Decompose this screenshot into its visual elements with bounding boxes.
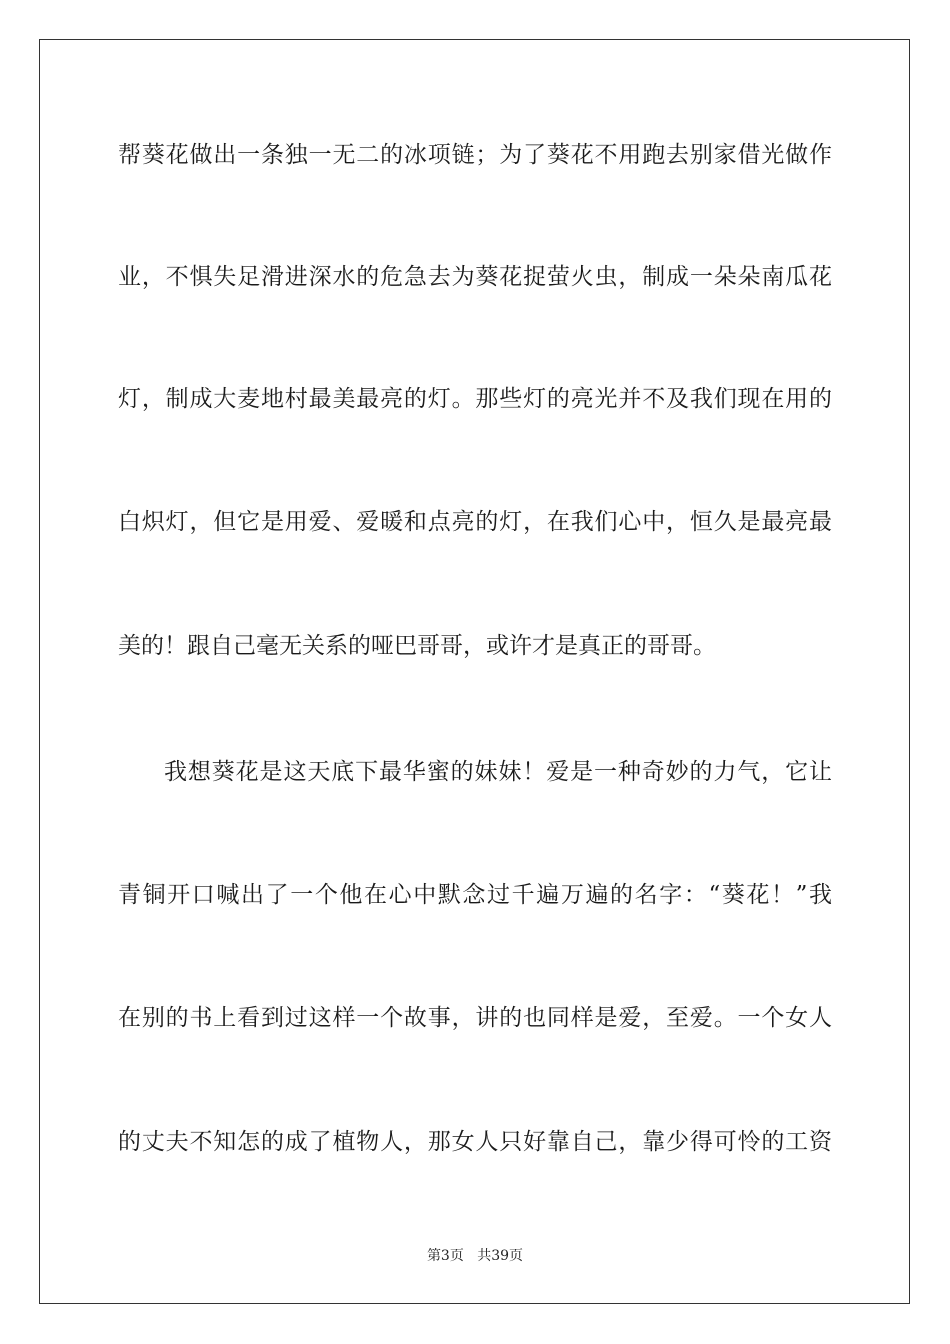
page-footer [0,1247,950,1265]
text-line: 美的！跟自己毫无关系的哑巴哥哥，或许才是真正的哥哥。 [118,633,716,659]
page-number: 第3页 [426,1248,464,1264]
text-line: 的丈夫不知怎的成了植物人，那女人只好靠自己，靠少得可怜的工资 [118,1129,832,1155]
text-line: 业，不惧失足滑进深水的危急去为葵花捉萤火虫，制成一朵朵南瓜花 [118,264,832,290]
total-pages: 共39页 [477,1248,524,1264]
text-line: 帮葵花做出一条独一无二的冰项链；为了葵花不用跑去别家借光做作 [118,142,832,168]
text-line: 白炽灯，但它是用爱、爱暖和点亮的灯，在我们心中，恒久是最亮最 [118,509,832,535]
page-border [39,39,910,1304]
text-line: 青铜开口喊出了一个他在心中默念过千遍万遍的名字：“葵花！”我 [118,882,832,908]
text-line: 在别的书上看到过这样一个故事，讲的也同样是爱，至爱。一个女人 [118,1005,832,1031]
text-line: 灯，制成大麦地村最美最亮的灯。那些灯的亮光并不及我们现在用的 [118,386,832,412]
text-line-paragraph-start: 我想葵花是这天底下最华蜜的妹妹！爱是一种奇妙的力气，它让 [164,759,832,785]
